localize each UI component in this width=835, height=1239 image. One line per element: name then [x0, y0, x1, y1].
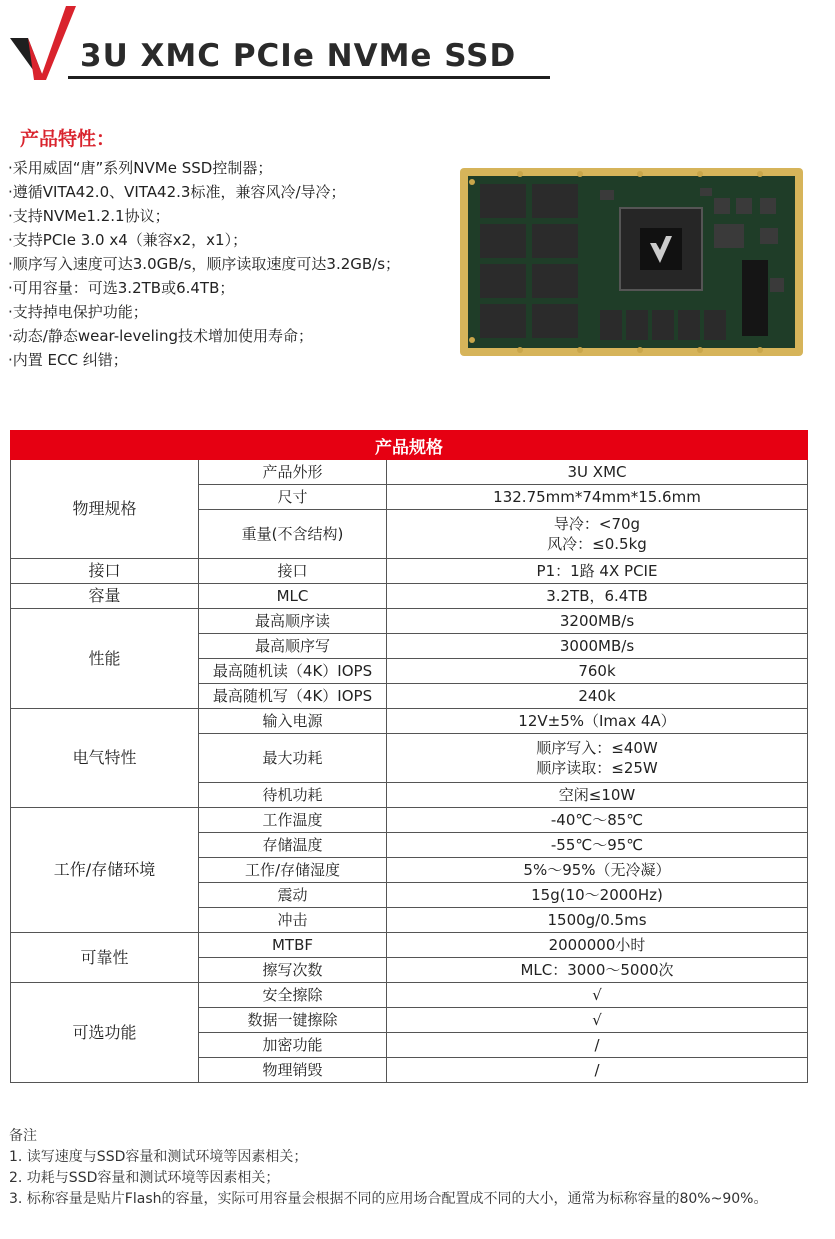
table-row	[11, 709, 808, 734]
title-underline	[68, 76, 550, 79]
feature-item: ·采用威固“唐”系列NVMe SSD控制器；	[8, 159, 273, 177]
spec-key: 重量(不含结构)	[199, 510, 387, 559]
spec-value: 12V±5%（Imax 4A）	[387, 709, 808, 734]
spec-value-line: 顺序读取：≤25W	[536, 759, 658, 777]
spec-value: √	[387, 1008, 808, 1033]
category-cell: 接口	[11, 559, 199, 584]
page-title: 3U XMC PCIe NVMe SSD	[80, 38, 517, 74]
table-row	[11, 808, 808, 833]
category-cell: 容量	[11, 584, 199, 609]
spec-key: 存储温度	[199, 833, 387, 858]
spec-key: 接口	[199, 559, 387, 584]
feature-item: ·可用容量：可选3.2TB或6.4TB；	[8, 279, 235, 297]
header	[8, 0, 548, 82]
category-cell: 物理规格	[11, 460, 199, 559]
category-cell: 电气特性	[11, 709, 199, 808]
spec-value	[387, 510, 808, 559]
spec-value: 132.75mm*74mm*15.6mm	[387, 485, 808, 510]
spec-key: 产品外形	[199, 460, 387, 485]
note-item: 2. 功耗与SSD容量和测试环境等因素相关；	[9, 1170, 280, 1186]
spec-value: 1500g/0.5ms	[387, 908, 808, 933]
spec-key: 尺寸	[199, 485, 387, 510]
spec-value: 3.2TB，6.4TB	[387, 584, 808, 609]
category-cell: 性能	[11, 609, 199, 709]
spec-key: 震动	[199, 883, 387, 908]
spec-key: 安全擦除	[199, 983, 387, 1008]
spec-value: -40℃～85℃	[387, 808, 808, 833]
feature-list	[8, 156, 406, 372]
spec-value: 3U XMC	[387, 460, 808, 485]
spec-value	[387, 734, 808, 783]
note-item: 1. 读写速度与SSD容量和测试环境等因素相关；	[9, 1149, 308, 1165]
spec-value: 15g(10～2000Hz)	[387, 883, 808, 908]
spec-key: 冲击	[199, 908, 387, 933]
spec-key: 输入电源	[199, 709, 387, 734]
category-cell: 可靠性	[11, 933, 199, 983]
feature-item: ·内置 ECC 纠错；	[8, 351, 128, 369]
table-row	[11, 983, 808, 1008]
spec-value: -55℃～95℃	[387, 833, 808, 858]
note-item: 3. 标称容量是贴片Flash的容量，实际可用容量会根据不同的应用场合配置成不同的大小，通常为标称容量的80%~90%。	[9, 1191, 768, 1207]
spec-table	[10, 430, 808, 1083]
ssd-board-image	[460, 168, 803, 356]
table-row	[11, 933, 808, 958]
spec-key: 待机功耗	[199, 783, 387, 808]
spec-key: 最高顺序读	[199, 609, 387, 634]
notes-section	[9, 1126, 809, 1210]
spec-key: 物理销毁	[199, 1058, 387, 1083]
spec-value: 240k	[387, 684, 808, 709]
table-row	[11, 584, 808, 609]
spec-value: P1：1路 4X PCIE	[387, 559, 808, 584]
feature-item: ·遵循VITA42.0、VITA42.3标准，兼容风冷/导冷；	[8, 183, 346, 201]
spec-key: 最高随机写（4K）IOPS	[199, 684, 387, 709]
spec-key: 擦写次数	[199, 958, 387, 983]
spec-value-line: 风冷：≤0.5kg	[547, 535, 647, 553]
spec-value: 空闲≤10W	[387, 783, 808, 808]
spec-value: 3200MB/s	[387, 609, 808, 634]
category-cell: 工作/存储环境	[11, 808, 199, 933]
spec-value: 2000000小时	[387, 933, 808, 958]
spec-key: 工作/存储湿度	[199, 858, 387, 883]
spec-value: 5%～95%（无冷凝）	[387, 858, 808, 883]
spec-value: 760k	[387, 659, 808, 684]
feature-item: ·支持掉电保护功能；	[8, 303, 148, 321]
spec-value: √	[387, 983, 808, 1008]
spec-heading: 产品规格	[11, 431, 808, 460]
feature-item: ·动态/静态wear-leveling技术增加使用寿命；	[8, 327, 313, 345]
spec-value: 3000MB/s	[387, 634, 808, 659]
spec-value-line: 顺序写入：≤40W	[536, 739, 658, 757]
table-row	[11, 460, 808, 485]
feature-item: ·顺序写入速度可达3.0GB/s，顺序读取速度可达3.2GB/s；	[8, 255, 401, 273]
spec-value: MLC：3000～5000次	[387, 958, 808, 983]
spec-value: /	[387, 1033, 808, 1058]
table-row	[11, 609, 808, 634]
category-cell: 可选功能	[11, 983, 199, 1083]
spec-key: MLC	[199, 584, 387, 609]
spec-key: 加密功能	[199, 1033, 387, 1058]
notes-heading: 备注	[9, 1128, 37, 1144]
spec-value-line: 导冷：<70g	[553, 515, 641, 533]
spec-key: 最大功耗	[199, 734, 387, 783]
spec-key: 数据一键擦除	[199, 1008, 387, 1033]
spec-value: /	[387, 1058, 808, 1083]
feature-item: ·支持PCIe 3.0 x4（兼容x2，x1）；	[8, 231, 248, 249]
table-row	[11, 559, 808, 584]
feature-item: ·支持NVMe1.2.1协议；	[8, 207, 170, 225]
spec-key: 最高顺序写	[199, 634, 387, 659]
spec-key: 工作温度	[199, 808, 387, 833]
features-heading: 产品特性：	[20, 128, 116, 150]
spec-key: 最高随机读（4K）IOPS	[199, 659, 387, 684]
spec-key: MTBF	[199, 933, 387, 958]
brand-logo-icon	[8, 4, 80, 80]
